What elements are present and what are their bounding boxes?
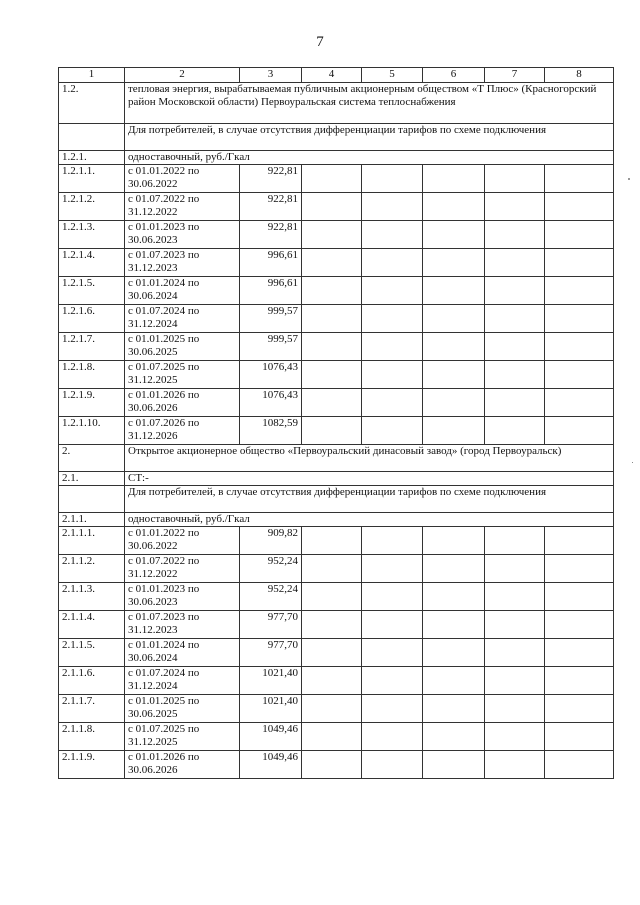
empty-cell bbox=[545, 555, 614, 583]
empty-cell bbox=[545, 221, 614, 249]
empty-cell bbox=[362, 165, 423, 193]
tariff-row bbox=[59, 667, 614, 695]
column-number: 7 bbox=[485, 68, 545, 83]
st-row bbox=[59, 472, 614, 486]
empty-cell bbox=[545, 417, 614, 445]
empty-cell bbox=[423, 305, 485, 333]
period-cell: с 01.07.2024 по 31.12.2024 bbox=[125, 305, 240, 333]
empty-cell bbox=[362, 333, 423, 361]
row-code: 2.1.1.3. bbox=[59, 583, 125, 611]
empty-cell bbox=[545, 389, 614, 417]
empty-cell bbox=[362, 611, 423, 639]
tariff-row bbox=[59, 527, 614, 555]
empty-cell bbox=[485, 277, 545, 305]
empty-cell bbox=[423, 527, 485, 555]
empty-cell bbox=[59, 124, 125, 151]
tariff-value: 1049,46 bbox=[240, 751, 302, 779]
row-code: 2.1.1.8. bbox=[59, 723, 125, 751]
empty-cell bbox=[545, 527, 614, 555]
empty-cell bbox=[362, 751, 423, 779]
subsection-code: 1.2.1. bbox=[59, 151, 125, 165]
tariff-value: 999,57 bbox=[240, 333, 302, 361]
empty-cell bbox=[545, 277, 614, 305]
row-code: 1.2.1.2. bbox=[59, 193, 125, 221]
empty-cell bbox=[423, 555, 485, 583]
tariff-value: 999,57 bbox=[240, 305, 302, 333]
empty-cell bbox=[302, 751, 362, 779]
subsection-row bbox=[59, 513, 614, 527]
empty-cell bbox=[302, 165, 362, 193]
tariff-row bbox=[59, 277, 614, 305]
row-code: 2.1.1.2. bbox=[59, 555, 125, 583]
tariff-row bbox=[59, 723, 614, 751]
empty-cell bbox=[423, 193, 485, 221]
period-cell: с 01.01.2023 по 30.06.2023 bbox=[125, 583, 240, 611]
row-code: 1.2.1.6. bbox=[59, 305, 125, 333]
empty-cell bbox=[545, 165, 614, 193]
section-row bbox=[59, 83, 614, 124]
row-code: 1.2.1.4. bbox=[59, 249, 125, 277]
subsection-label: одноставочный, руб./Гкал bbox=[125, 513, 614, 527]
empty-cell bbox=[485, 723, 545, 751]
empty-cell bbox=[362, 221, 423, 249]
tariff-value: 1076,43 bbox=[240, 389, 302, 417]
consumers-text: Для потребителей, в случае отсутствия дифференциации тарифов по схеме подключения bbox=[125, 486, 614, 513]
period-cell: с 01.01.2025 по 30.06.2025 bbox=[125, 695, 240, 723]
empty-cell bbox=[485, 249, 545, 277]
period-cell: с 01.07.2022 по 31.12.2022 bbox=[125, 555, 240, 583]
row-code: 1.2.1.9. bbox=[59, 389, 125, 417]
empty-cell bbox=[485, 695, 545, 723]
empty-cell bbox=[485, 751, 545, 779]
row-code: 2.1.1.4. bbox=[59, 611, 125, 639]
empty-cell bbox=[423, 417, 485, 445]
empty-cell bbox=[485, 667, 545, 695]
empty-cell bbox=[302, 277, 362, 305]
empty-cell bbox=[545, 361, 614, 389]
section-code: 2. bbox=[59, 445, 125, 472]
period-cell: с 01.01.2024 по 30.06.2024 bbox=[125, 639, 240, 667]
column-number: 1 bbox=[59, 68, 125, 83]
tariff-row bbox=[59, 751, 614, 779]
period-cell: с 01.01.2026 по 30.06.2026 bbox=[125, 389, 240, 417]
empty-cell bbox=[485, 165, 545, 193]
empty-cell bbox=[302, 389, 362, 417]
empty-cell bbox=[545, 695, 614, 723]
tariff-row bbox=[59, 193, 614, 221]
column-number: 3 bbox=[240, 68, 302, 83]
empty-cell bbox=[302, 361, 362, 389]
empty-cell bbox=[362, 417, 423, 445]
st-label: СТ:- bbox=[125, 472, 614, 486]
period-cell: с 01.01.2023 по 30.06.2023 bbox=[125, 221, 240, 249]
empty-cell bbox=[302, 723, 362, 751]
row-code: 2.1.1.1. bbox=[59, 527, 125, 555]
tariff-row bbox=[59, 165, 614, 193]
tariff-value: 1049,46 bbox=[240, 723, 302, 751]
period-cell: с 01.07.2022 по 31.12.2022 bbox=[125, 193, 240, 221]
empty-cell bbox=[423, 723, 485, 751]
page-number: 7 bbox=[316, 34, 324, 50]
empty-cell bbox=[302, 639, 362, 667]
tariff-value: 1082,59 bbox=[240, 417, 302, 445]
tariff-row bbox=[59, 249, 614, 277]
row-code: 1.2.1.3. bbox=[59, 221, 125, 249]
period-cell: с 01.01.2024 по 30.06.2024 bbox=[125, 277, 240, 305]
tariff-value: 909,82 bbox=[240, 527, 302, 555]
tariff-row bbox=[59, 583, 614, 611]
empty-cell bbox=[302, 417, 362, 445]
tariff-value: 977,70 bbox=[240, 639, 302, 667]
tariff-value: 996,61 bbox=[240, 277, 302, 305]
empty-cell bbox=[362, 583, 423, 611]
section-row bbox=[59, 445, 614, 472]
row-code: 2.1.1.6. bbox=[59, 667, 125, 695]
tariff-row bbox=[59, 389, 614, 417]
subsection-label: одноставочный, руб./Гкал bbox=[125, 151, 614, 165]
tariff-row bbox=[59, 639, 614, 667]
empty-cell bbox=[423, 277, 485, 305]
empty-cell bbox=[485, 193, 545, 221]
tariff-table bbox=[58, 67, 614, 779]
column-number: 8 bbox=[545, 68, 614, 83]
empty-cell bbox=[302, 221, 362, 249]
tariff-value: 952,24 bbox=[240, 583, 302, 611]
empty-cell bbox=[362, 639, 423, 667]
tariff-value: 922,81 bbox=[240, 221, 302, 249]
period-cell: с 01.07.2023 по 31.12.2023 bbox=[125, 611, 240, 639]
empty-cell bbox=[485, 221, 545, 249]
empty-cell bbox=[485, 527, 545, 555]
tariff-value: 1076,43 bbox=[240, 361, 302, 389]
row-code: 2.1.1.9. bbox=[59, 751, 125, 779]
period-cell: с 01.07.2024 по 31.12.2024 bbox=[125, 667, 240, 695]
empty-cell bbox=[302, 305, 362, 333]
tariff-value: 1021,40 bbox=[240, 667, 302, 695]
empty-cell bbox=[362, 695, 423, 723]
period-cell: с 01.07.2025 по 31.12.2025 bbox=[125, 723, 240, 751]
empty-cell bbox=[302, 583, 362, 611]
tariff-row bbox=[59, 555, 614, 583]
period-cell: с 01.01.2022 по 30.06.2022 bbox=[125, 527, 240, 555]
tariff-row bbox=[59, 611, 614, 639]
scan-speck bbox=[628, 178, 630, 180]
empty-cell bbox=[545, 723, 614, 751]
empty-cell bbox=[302, 555, 362, 583]
tariff-value: 1021,40 bbox=[240, 695, 302, 723]
tariff-value: 977,70 bbox=[240, 611, 302, 639]
empty-cell bbox=[302, 695, 362, 723]
column-number: 4 bbox=[302, 68, 362, 83]
empty-cell bbox=[423, 249, 485, 277]
empty-cell bbox=[423, 751, 485, 779]
empty-cell bbox=[362, 667, 423, 695]
empty-cell bbox=[362, 305, 423, 333]
empty-cell bbox=[545, 193, 614, 221]
empty-cell bbox=[545, 751, 614, 779]
period-cell: с 01.07.2026 по 31.12.2026 bbox=[125, 417, 240, 445]
empty-cell bbox=[423, 221, 485, 249]
row-code: 2.1.1.5. bbox=[59, 639, 125, 667]
empty-cell bbox=[362, 361, 423, 389]
empty-cell bbox=[485, 333, 545, 361]
empty-cell bbox=[423, 695, 485, 723]
empty-cell bbox=[362, 527, 423, 555]
column-number: 2 bbox=[125, 68, 240, 83]
empty-cell bbox=[302, 527, 362, 555]
period-cell: с 01.01.2022 по 30.06.2022 bbox=[125, 165, 240, 193]
subsection-row bbox=[59, 151, 614, 165]
empty-cell bbox=[545, 249, 614, 277]
empty-cell bbox=[485, 639, 545, 667]
period-cell: с 01.07.2023 по 31.12.2023 bbox=[125, 249, 240, 277]
row-code: 1.2.1.1. bbox=[59, 165, 125, 193]
empty-cell bbox=[362, 193, 423, 221]
consumers-row bbox=[59, 124, 614, 151]
organization-text: тепловая энергия, вырабатываемая публичным акционерным обществом «Т Плюс» (Красногорский район Московской области) Первоуральская система теплоснабжения bbox=[125, 83, 614, 124]
empty-cell bbox=[545, 667, 614, 695]
empty-cell bbox=[485, 305, 545, 333]
empty-cell bbox=[362, 555, 423, 583]
empty-cell bbox=[302, 193, 362, 221]
empty-cell bbox=[362, 277, 423, 305]
tariff-value: 922,81 bbox=[240, 165, 302, 193]
tariff-row bbox=[59, 361, 614, 389]
tariff-row bbox=[59, 417, 614, 445]
row-code: 1.2.1.7. bbox=[59, 333, 125, 361]
row-code: 2.1.1.7. bbox=[59, 695, 125, 723]
row-code: 1.2.1.8. bbox=[59, 361, 125, 389]
section-code: 1.2. bbox=[59, 83, 125, 124]
tariff-row bbox=[59, 333, 614, 361]
empty-cell bbox=[485, 389, 545, 417]
empty-cell bbox=[423, 667, 485, 695]
empty-cell bbox=[302, 249, 362, 277]
empty-cell bbox=[302, 333, 362, 361]
period-cell: с 01.01.2025 по 30.06.2025 bbox=[125, 333, 240, 361]
tariff-value: 922,81 bbox=[240, 193, 302, 221]
period-cell: с 01.07.2025 по 31.12.2025 bbox=[125, 361, 240, 389]
scan-speck bbox=[632, 462, 633, 463]
empty-cell bbox=[485, 611, 545, 639]
empty-cell bbox=[423, 611, 485, 639]
column-number: 6 bbox=[423, 68, 485, 83]
empty-cell bbox=[423, 639, 485, 667]
st-code: 2.1. bbox=[59, 472, 125, 486]
subsection-code: 2.1.1. bbox=[59, 513, 125, 527]
tariff-row bbox=[59, 305, 614, 333]
organization-text: Открытое акционерное общество «Первоуральский динасовый завод» (город Первоуральск) bbox=[125, 445, 614, 472]
empty-cell bbox=[545, 611, 614, 639]
tariff-row bbox=[59, 221, 614, 249]
tariff-value: 996,61 bbox=[240, 249, 302, 277]
empty-cell bbox=[545, 583, 614, 611]
empty-cell bbox=[59, 486, 125, 513]
empty-cell bbox=[423, 165, 485, 193]
column-number-header-row bbox=[59, 68, 614, 83]
empty-cell bbox=[485, 555, 545, 583]
tariff-row bbox=[59, 695, 614, 723]
empty-cell bbox=[423, 583, 485, 611]
empty-cell bbox=[362, 389, 423, 417]
empty-cell bbox=[362, 723, 423, 751]
period-cell: с 01.01.2026 по 30.06.2026 bbox=[125, 751, 240, 779]
empty-cell bbox=[485, 361, 545, 389]
empty-cell bbox=[423, 389, 485, 417]
empty-cell bbox=[423, 361, 485, 389]
row-code: 1.2.1.5. bbox=[59, 277, 125, 305]
empty-cell bbox=[302, 611, 362, 639]
empty-cell bbox=[302, 667, 362, 695]
empty-cell bbox=[485, 417, 545, 445]
consumers-row bbox=[59, 486, 614, 513]
empty-cell bbox=[423, 333, 485, 361]
empty-cell bbox=[485, 583, 545, 611]
empty-cell bbox=[545, 639, 614, 667]
tariff-value: 952,24 bbox=[240, 555, 302, 583]
consumers-text: Для потребителей, в случае отсутствия дифференциации тарифов по схеме подключения bbox=[125, 124, 614, 151]
empty-cell bbox=[362, 249, 423, 277]
row-code: 1.2.1.10. bbox=[59, 417, 125, 445]
empty-cell bbox=[545, 305, 614, 333]
column-number: 5 bbox=[362, 68, 423, 83]
empty-cell bbox=[545, 333, 614, 361]
